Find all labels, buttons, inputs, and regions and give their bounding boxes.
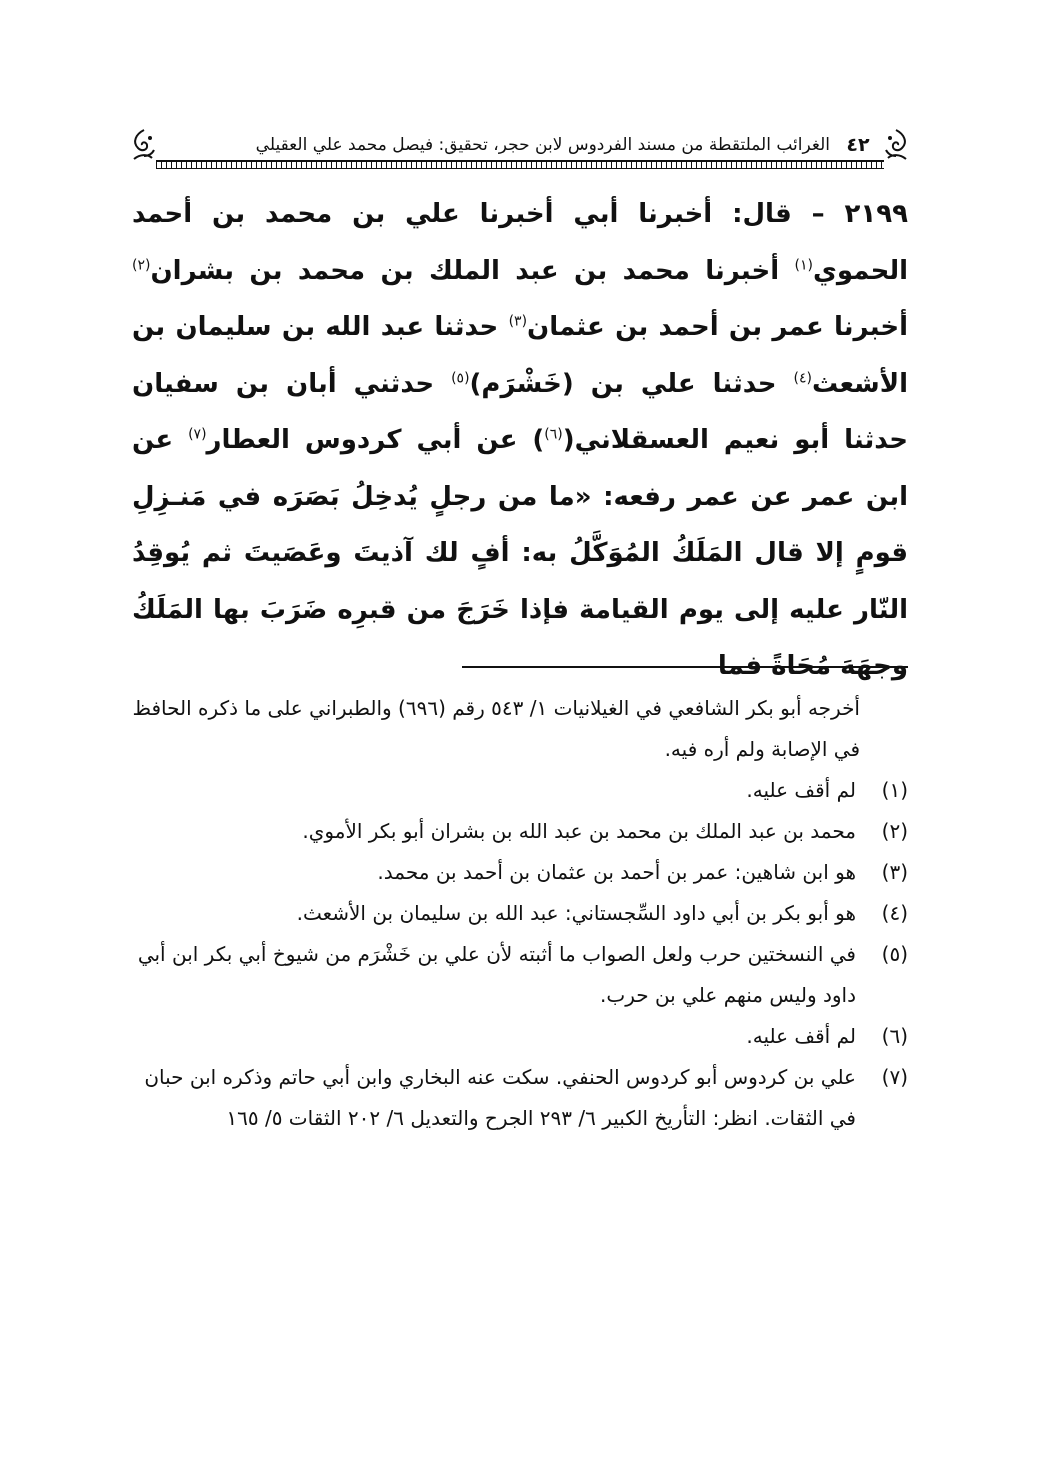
hadith-number: ٢١٩٩: [844, 199, 908, 229]
text-segment: حدثنا عبد الله بن سليمان بن الأشعث: [132, 312, 908, 399]
footnote-ref: (٤): [793, 369, 812, 386]
text-segment: أخبرنا محمد بن عبد الملك بن محمد بن بشران: [150, 255, 795, 286]
ornament-right-icon: [882, 128, 910, 162]
text-segment: ) عن أبي كردوس العطار: [206, 425, 545, 455]
page-number: ٤٢: [846, 134, 870, 156]
header-rule: [156, 160, 884, 169]
footnote-text: لم أقف عليه.: [746, 1024, 856, 1048]
footnote-item: [130, 852, 908, 893]
footnote-text: في النسختين حرب ولعل الصواب ما أثبته لأن علي بن خَشْرَم من شيوخ أبي بكر ابن أبي داود وليس منهم علي بن حرب.: [137, 942, 856, 1007]
footnote-item: [130, 934, 908, 1016]
footnote-number: (٧): [881, 1065, 908, 1089]
footnote-ref: (٢): [132, 256, 151, 273]
footnote-number: (٤): [881, 901, 908, 925]
footnote-text: محمد بن عبد الملك بن محمد بن عبد الله بن بشران أبو بكر الأموي.: [302, 819, 856, 843]
footnote-item: [130, 811, 908, 852]
footnote-ref: (٣): [508, 313, 528, 330]
footnote-divider: [462, 666, 908, 668]
text-segment: حدثني أبان بن سفيان حدثنا أبو نعيم العسقلاني(: [132, 368, 908, 455]
footnote-number: (١): [881, 778, 908, 802]
footnote-number: (٣): [881, 860, 908, 884]
footnote-text: هو أبو بكر بن أبي داود السِّجستاني: عبد الله بن سليمان بن الأشعث.: [296, 901, 856, 925]
ornament-left-icon: [130, 128, 158, 162]
footnote-item: [130, 770, 908, 811]
text-segment: حدثنا علي بن (خَشْرَم): [469, 368, 794, 399]
footnote-number: (٢): [881, 819, 908, 843]
footnotes: [130, 688, 908, 1139]
footnote-intro: أخرجه أبو بكر الشافعي في الغيلانيات ١/ ٥٤٣ رقم (٦٩٦) والطبراني على ما ذكره الحافظ في الإصابة ولم أره فيه.: [132, 696, 860, 761]
header-title: الغرائب الملتقطة من مسند الفردوس لابن حجر، تحقيق: فيصل محمد علي العقيلي: [255, 135, 830, 155]
footnote-number: (٥): [881, 942, 908, 966]
text-segment: – قال: أخبرنا أبي أخبرنا علي بن محمد بن أحمد الحموي: [132, 199, 908, 286]
footnote-ref: (١): [794, 256, 814, 273]
footnote-item: [130, 1057, 908, 1139]
text-segment: أخبرنا عمر بن أحمد بن عثمان: [527, 312, 908, 342]
footnote-item: [130, 1016, 908, 1057]
main-text: [132, 186, 908, 695]
footnote-text: علي بن كردوس أبو كردوس الحنفي. سكت عنه البخاري وابن أبي حاتم وذكره ابن حبان في الثقات. انظر: التأريخ الكبير ٦/ ٢٩٣ الجرح والتعديل ٦/ ٢٠٢ الثقات ٥/ ١٦٥: [144, 1065, 856, 1130]
footnote-text: هو ابن شاهين: عمر بن أحمد بن عثمان بن أحمد بن محمد.: [377, 860, 856, 884]
footnote-item: [130, 893, 908, 934]
text-segment: عن ابن عمر عن عمر رفعه: «ما من رجلٍ يُدخِلُ بَصَرَه في مَنـزِلِ قومٍ إلا قال المَلَكُ المُوَكَّلُ به: أفٍ لك آذيتَ وعَصَيتَ ثم يُوقِدُ النّار عليه إلى يوم القيامة فإذا خَرَجَ من قبرِه ضَرَبَ بها المَلَكُ وجهَهَ مُحَاةً فما: [132, 425, 908, 681]
footnote-ref: (٥): [451, 369, 470, 386]
footnote-number: (٦): [881, 1024, 908, 1048]
running-header: [130, 126, 910, 166]
footnote-text: لم أقف عليه.: [746, 778, 856, 802]
footnote-ref: (٧): [188, 426, 207, 443]
footnote-ref: (٦): [544, 426, 563, 443]
